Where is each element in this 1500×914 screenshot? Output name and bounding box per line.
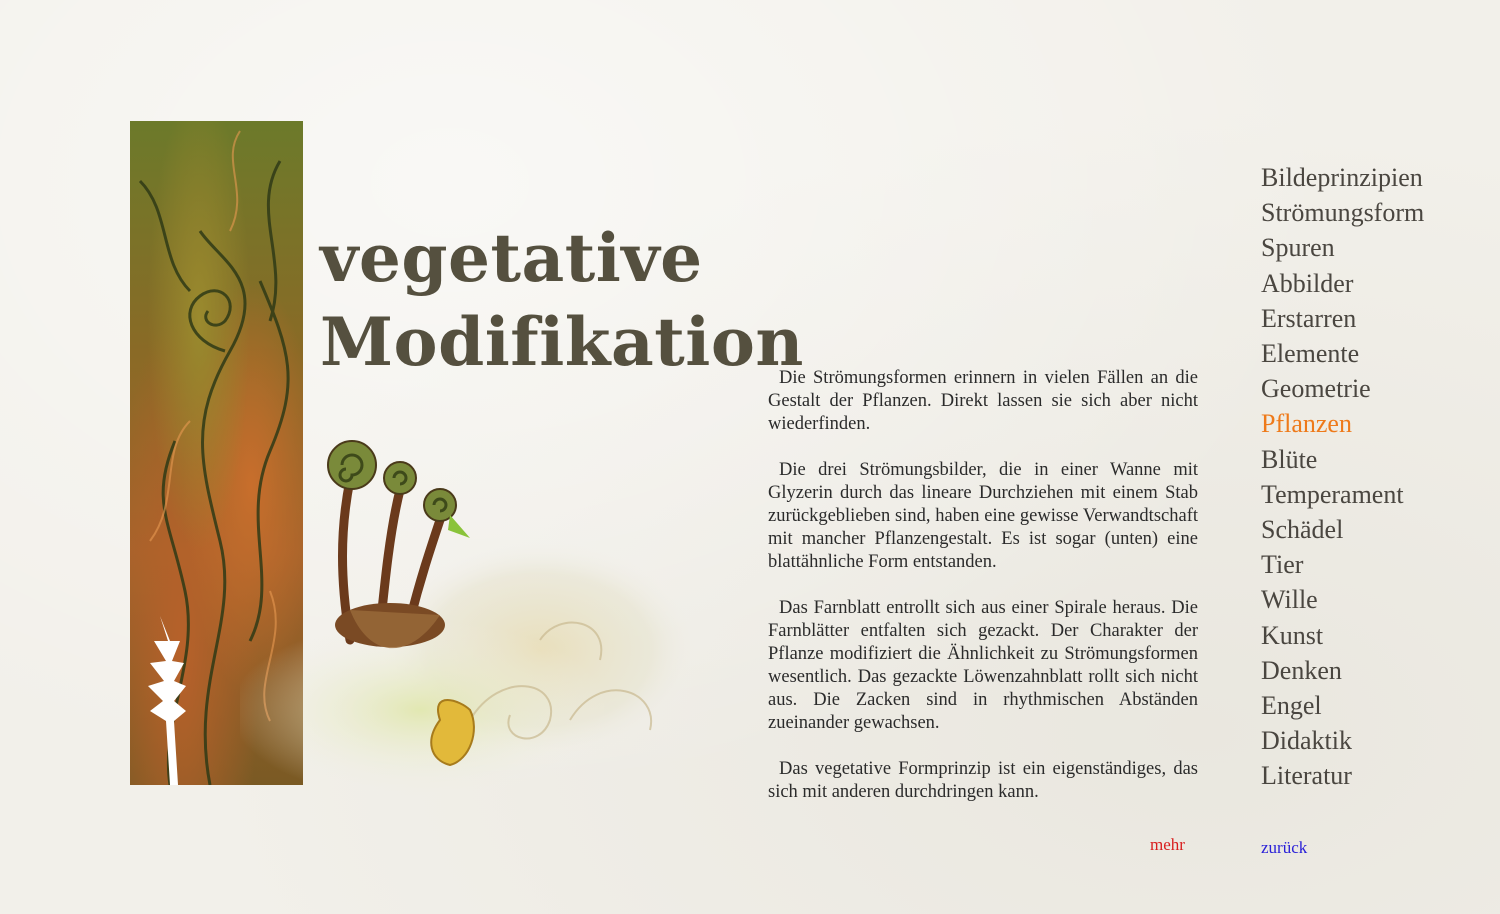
- paragraph-4: Das vegetative Formprinzip ist ein eigenständiges, das sich mit anderen durchdringen kann.: [768, 759, 1198, 802]
- nav-item-kunst[interactable]: Kunst: [1261, 620, 1324, 650]
- title-line-1: vegetative: [320, 219, 703, 297]
- nav-item-wille[interactable]: Wille: [1261, 585, 1318, 615]
- nav-item-elemente[interactable]: Elemente: [1261, 339, 1360, 369]
- nav-item-didaktik[interactable]: Didaktik: [1261, 726, 1352, 756]
- nav-item-geometrie[interactable]: Geometrie: [1261, 374, 1371, 404]
- nav-item-abbilder[interactable]: Abbilder: [1261, 268, 1354, 298]
- nav-item-bildeprinzipien[interactable]: Bildeprinzipien: [1261, 163, 1423, 192]
- nav-item-schaedel[interactable]: Schädel: [1261, 515, 1344, 545]
- nav-item-spuren[interactable]: Spuren: [1261, 233, 1335, 263]
- more-link[interactable]: mehr: [1150, 835, 1185, 854]
- paragraph-3: Das Farnblatt entrollt sich aus einer Spirale heraus. Die Farnblätter entfalten sich gezackt. Der Charakter der Pflanze modifiziert die Ähnlichkeit zu Strömungsformen wesentlich. Das gezackte Löwenzahnblatt rollt sich nicht aus. Die Zacken sind in rhythmischen Abständen zueinander gewachsen.: [768, 598, 1198, 733]
- nav-item-literatur[interactable]: Literatur: [1261, 761, 1352, 791]
- nav-item-denken[interactable]: Denken: [1261, 655, 1342, 685]
- nav-item-pflanzen[interactable]: Pflanzen: [1261, 409, 1352, 439]
- fern-flow-image: [240, 420, 700, 810]
- paragraph-1: Die Strömungsformen erinnern in vielen Fällen an die Gestalt der Pflanzen. Direkt lassen sie sich aber nicht wiederfinden.: [768, 368, 1198, 434]
- page-title: [320, 216, 804, 384]
- nav-item-temperament[interactable]: Temperament: [1261, 479, 1404, 509]
- back-link[interactable]: zurück: [1261, 838, 1308, 857]
- nav-item-stroemungsform[interactable]: Strömungsform: [1261, 198, 1425, 228]
- nav-item-bluete[interactable]: Blüte: [1261, 444, 1318, 474]
- nav-item-tier[interactable]: Tier: [1261, 550, 1304, 580]
- nav-item-engel[interactable]: Engel: [1261, 691, 1322, 721]
- body-text: [768, 367, 1198, 827]
- paragraph-2: Die drei Strömungsbilder, die in einer Wanne mit Glyzerin durch das lineare Durchziehen mit einem Stab zurückgeblieben sind, haben eine gewisse Verwandtschaft mit mancher Pflanzengestalt. Es ist sogar (unten) eine blattähnliche Form entstanden.: [768, 460, 1198, 572]
- topic-navigation: [1261, 160, 1424, 794]
- title-line-2: Modifikation: [320, 303, 804, 381]
- nav-item-erstarren[interactable]: Erstarren: [1261, 303, 1357, 333]
